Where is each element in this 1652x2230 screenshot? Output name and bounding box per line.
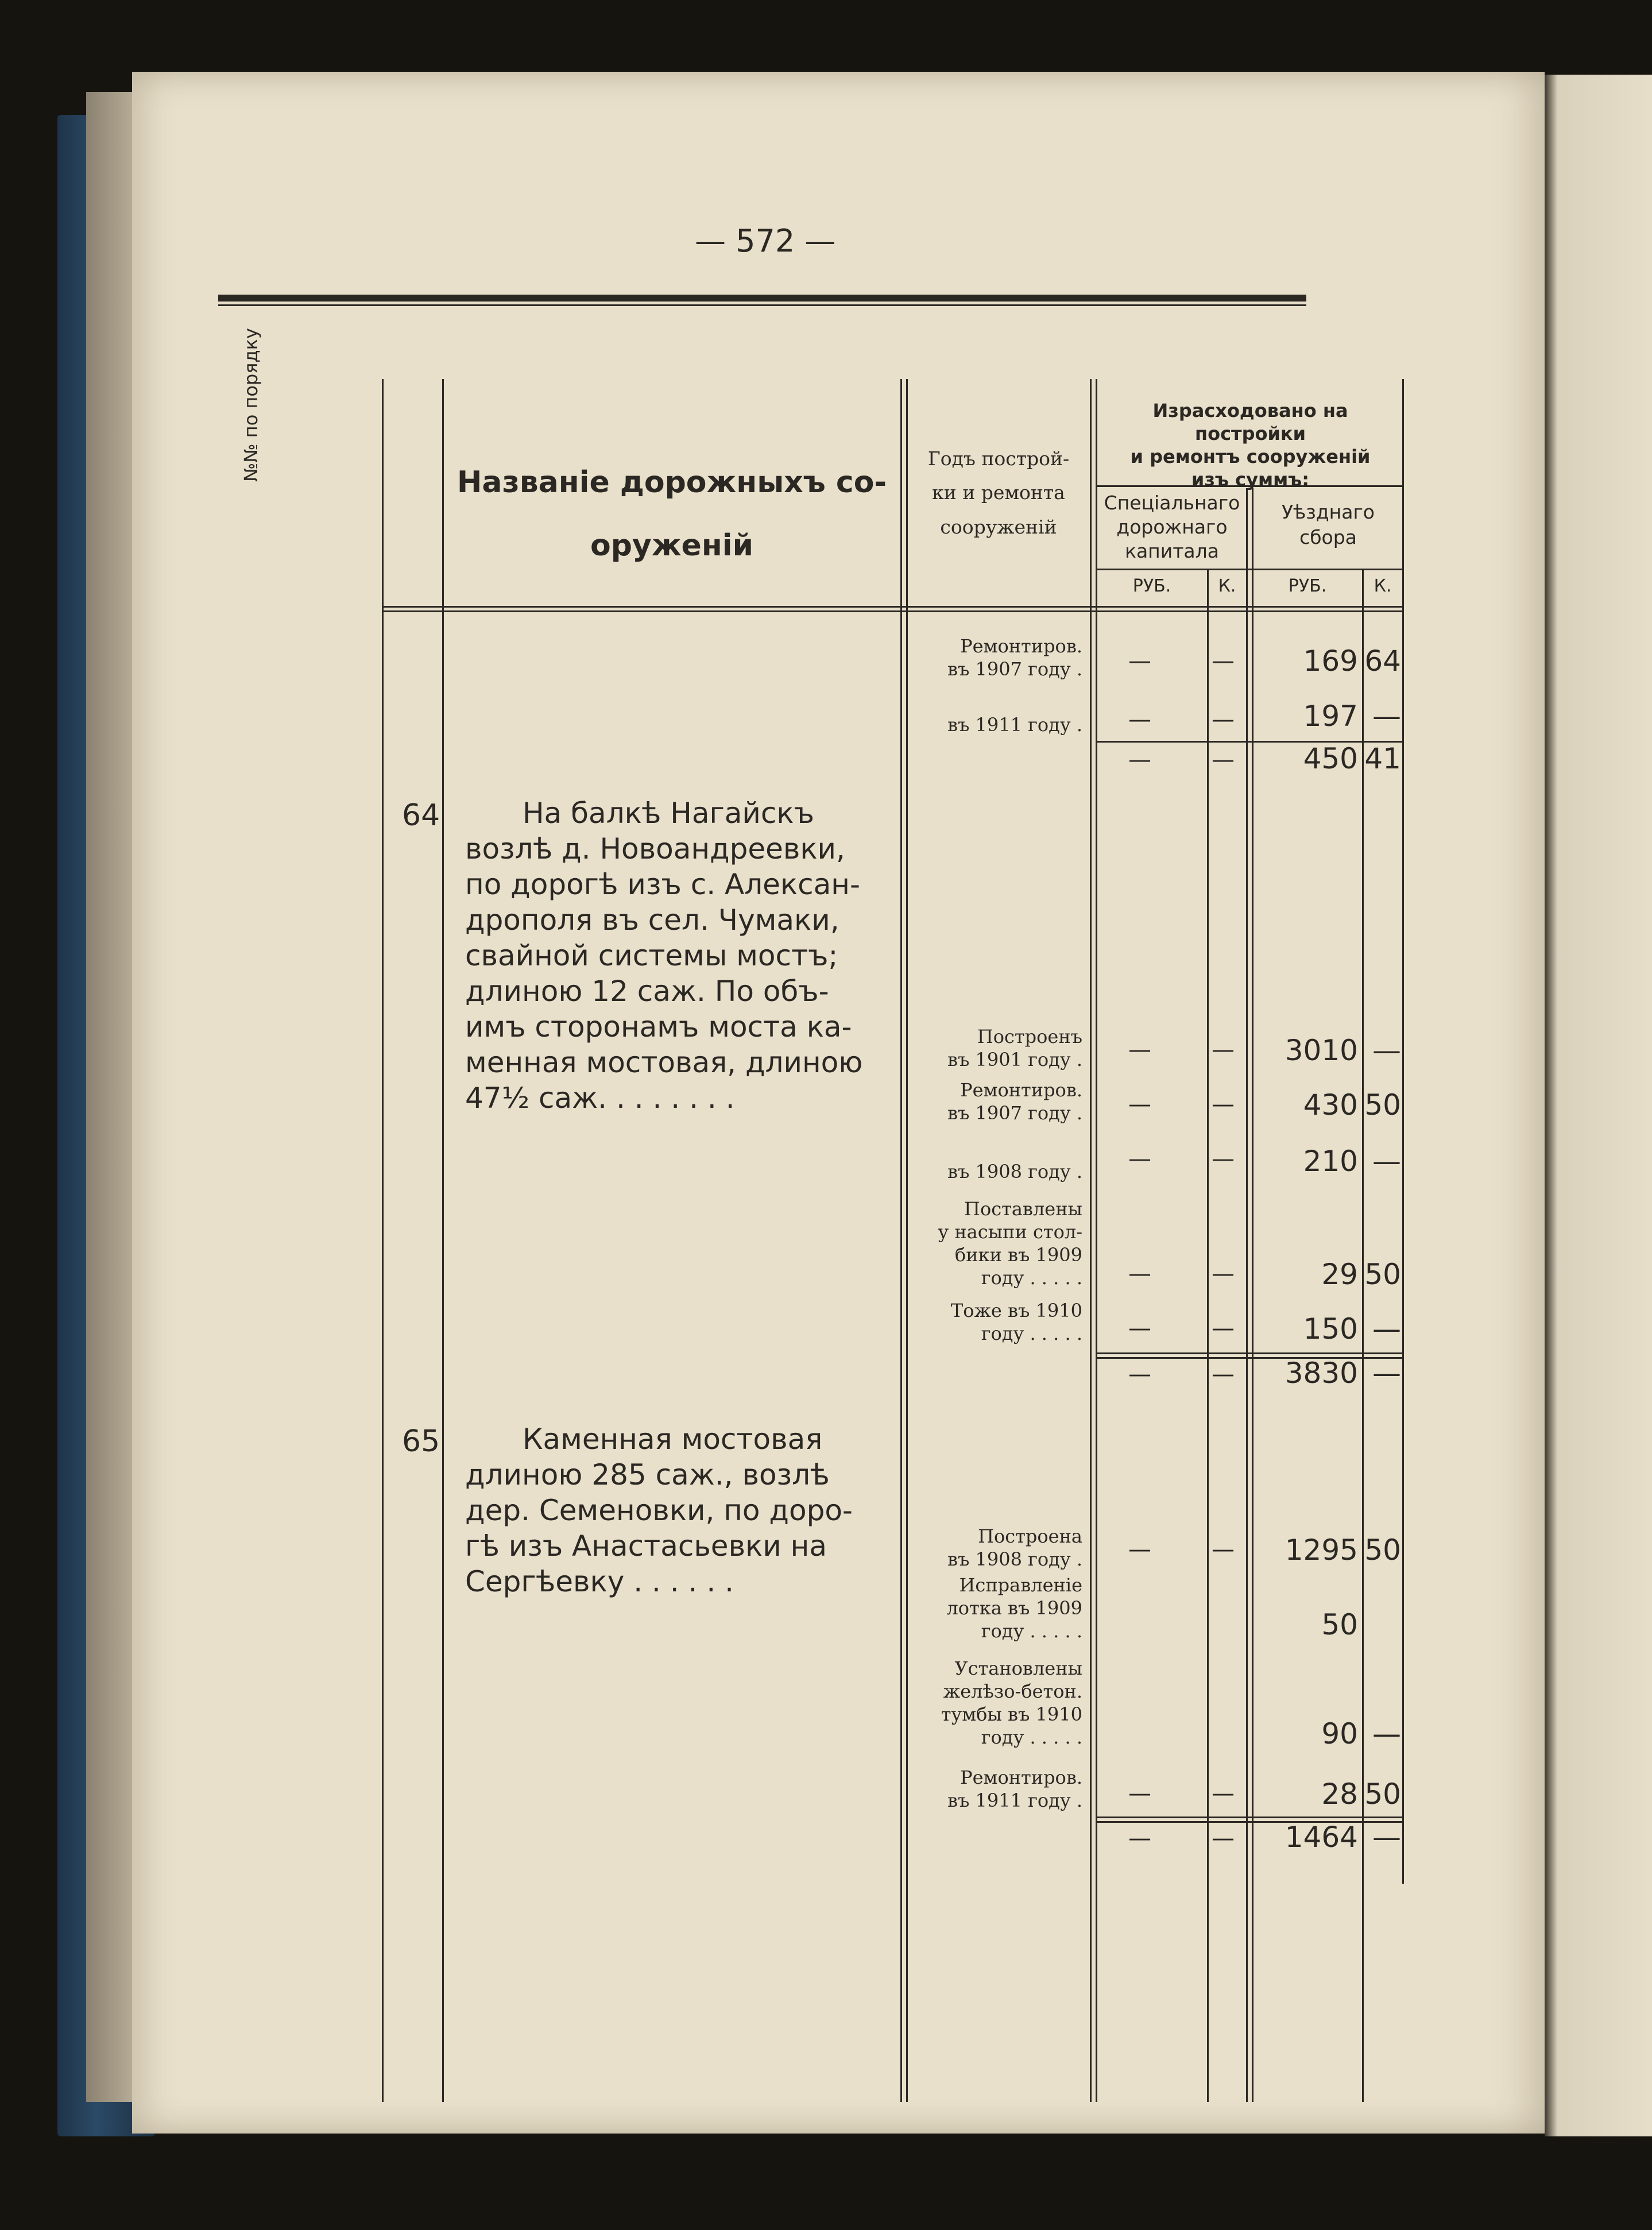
description-line: дер. Семеновки, по доро-: [465, 1494, 853, 1527]
description-line: 47½ саж. . . . . . . .: [465, 1081, 735, 1115]
year-cell: [893, 1299, 1082, 1345]
description-line: имъ сторонамъ моста ка-: [465, 1010, 852, 1043]
year-line: въ 1907 году .: [947, 1102, 1082, 1124]
header-spent-line: и ремонтъ сооруженій: [1130, 446, 1371, 467]
year-line: году . . . . .: [981, 1323, 1082, 1344]
description-line: свайной системы мостъ;: [465, 939, 838, 972]
special-kop: —: [1212, 648, 1235, 674]
header-name-line: оруженій: [590, 528, 754, 563]
special-kop: —: [1212, 706, 1235, 733]
special-rub: —: [1128, 706, 1151, 733]
description-line: На балкѣ Нагайскъ: [523, 797, 814, 830]
subtotal-line: [1096, 1817, 1404, 1818]
header-spent-column: [1097, 399, 1404, 491]
district-kop-total: —: [1372, 1356, 1401, 1390]
col-line-right: [1402, 379, 1404, 1884]
description-line: Сергѣевку . . . . . .: [465, 1565, 734, 1598]
district-rub-total: 3830: [1285, 1356, 1358, 1390]
district-rub: 169: [1303, 644, 1358, 678]
year-line: бики въ 1909: [954, 1244, 1082, 1266]
year-line: Тоже въ 1910: [950, 1300, 1082, 1321]
year-cell: [893, 1574, 1082, 1642]
adjacent-page: [1545, 75, 1652, 2136]
entry-number: 64: [402, 798, 440, 833]
header-number-column: [219, 313, 283, 497]
header-bottom-line: [382, 606, 1404, 608]
special-rub: —: [1128, 1315, 1151, 1342]
year-line: году . . . . .: [981, 1620, 1082, 1642]
special-kop: —: [1212, 1361, 1235, 1388]
district-kop: 50: [1364, 1088, 1401, 1122]
description-line: длиною 12 саж. По объ-: [465, 975, 829, 1008]
year-line: Построенъ: [977, 1026, 1082, 1048]
district-kop: —: [1372, 1312, 1401, 1346]
year-line: Ремонтиров.: [960, 1767, 1082, 1788]
table-top-rule-thin: [218, 304, 1306, 306]
year-cell: [893, 635, 1082, 681]
year-line: въ 1911 году .: [947, 1790, 1082, 1811]
year-cell: [893, 1160, 1082, 1183]
year-line: Поставлены: [964, 1198, 1082, 1220]
year-line: Ремонтиров.: [960, 1079, 1082, 1101]
header-rub-district: РУБ.: [1288, 576, 1327, 596]
header-spent-line: изъ суммъ:: [1191, 469, 1310, 490]
district-rub: 197: [1303, 699, 1358, 733]
header-special-line: дорожнаго: [1116, 516, 1228, 538]
header-name-line: Названіе дорожныхъ со-: [456, 465, 887, 500]
district-kop: 64: [1364, 644, 1401, 678]
district-kop: 50: [1364, 1533, 1401, 1567]
year-line: въ 1911 году .: [947, 714, 1082, 736]
description-line: гѣ изъ Анастасьевки на: [465, 1529, 827, 1563]
district-kop: —: [1372, 699, 1401, 733]
special-kop: —: [1212, 1315, 1235, 1342]
header-year-line: ки и ремонта: [932, 481, 1065, 504]
year-line: лотка въ 1909: [946, 1597, 1082, 1619]
year-cell: [893, 1079, 1082, 1124]
subtotal-line: [1096, 1352, 1404, 1354]
description-line: по дорогѣ изъ с. Алексан-: [465, 868, 860, 901]
page-number: — 572 —: [695, 223, 836, 259]
header-number-label: №№ по порядку: [240, 328, 262, 482]
year-line: году . . . . .: [981, 1726, 1082, 1748]
header-district-line: Уѣзднаго: [1282, 501, 1375, 523]
special-kop: —: [1212, 1780, 1235, 1807]
district-rub: 28: [1321, 1777, 1358, 1811]
special-rub: —: [1128, 1037, 1151, 1063]
special-kop: —: [1212, 1037, 1235, 1063]
district-rub-total: 450: [1303, 742, 1358, 775]
table-top-rule: [218, 295, 1306, 302]
year-line: Построена: [978, 1525, 1082, 1547]
year-line: Установлены: [954, 1657, 1082, 1679]
header-district-column: [1253, 500, 1403, 550]
year-cell: [893, 1525, 1082, 1571]
header-kop-special: К.: [1218, 576, 1236, 596]
special-rub: —: [1128, 1261, 1151, 1287]
header-kop-district: К.: [1374, 576, 1392, 596]
year-line: въ 1908 году .: [947, 1548, 1082, 1570]
header-year-line: сооруженій: [940, 516, 1057, 538]
year-cell: [893, 713, 1082, 736]
header-special-column: [1097, 491, 1247, 563]
header-name-column: [448, 434, 896, 563]
col-line: [1207, 569, 1209, 2102]
year-cell: [893, 1766, 1082, 1812]
district-kop: —: [1372, 1034, 1401, 1067]
description-line: Каменная мостовая: [523, 1423, 823, 1456]
description-line: менная мостовая, длиною: [465, 1046, 863, 1079]
entry-description: [465, 1421, 890, 1599]
district-rub: 50: [1321, 1608, 1358, 1641]
year-line: году . . . . .: [981, 1267, 1082, 1289]
header-spent-line: Израсходовано на постройки: [1152, 400, 1348, 445]
district-kop-total: 41: [1364, 742, 1401, 775]
district-rub: 29: [1321, 1258, 1358, 1291]
special-rub: —: [1128, 1361, 1151, 1388]
special-rub: —: [1128, 1146, 1151, 1172]
special-kop: —: [1212, 1146, 1235, 1172]
district-rub: 150: [1303, 1312, 1358, 1346]
header-special-line: Спеціальнаго: [1104, 492, 1240, 514]
year-line: въ 1907 году .: [947, 658, 1082, 680]
description-line: возлѣ д. Новоандреевки,: [465, 832, 845, 865]
special-rub: —: [1128, 1780, 1151, 1807]
header-year-line: Годъ построй-: [927, 447, 1070, 470]
header-line: [1096, 569, 1404, 570]
col-line: [1096, 379, 1097, 2102]
year-line: желѣзо-бетон.: [943, 1680, 1082, 1702]
year-line: въ 1901 году .: [947, 1049, 1082, 1070]
special-kop: —: [1212, 1536, 1235, 1563]
special-rub: —: [1128, 1825, 1151, 1852]
year-line: тумбы въ 1910: [941, 1703, 1082, 1725]
year-line: въ 1908 году .: [947, 1161, 1082, 1182]
special-kop: —: [1212, 1825, 1235, 1852]
header-year-column: [907, 434, 1090, 553]
district-rub: 1295: [1285, 1533, 1358, 1567]
district-rub: 90: [1321, 1717, 1358, 1750]
district-rub-total: 1464: [1285, 1821, 1358, 1854]
district-kop-total: —: [1372, 1821, 1401, 1854]
district-rub: 3010: [1285, 1034, 1358, 1067]
year-line: у насыпи стол-: [938, 1221, 1082, 1243]
entry-description: [465, 795, 890, 1116]
header-district-line: сбора: [1299, 526, 1357, 548]
description-line: дрополя въ сел. Чумаки,: [465, 903, 839, 937]
year-cell: [893, 1025, 1082, 1071]
special-rub: —: [1128, 648, 1151, 674]
district-rub: 210: [1303, 1145, 1358, 1178]
header-special-line: капитала: [1125, 540, 1219, 562]
district-kop: —: [1372, 1717, 1401, 1750]
year-line: Ремонтиров.: [960, 635, 1082, 657]
special-rub: —: [1128, 1091, 1151, 1118]
district-rub: 430: [1303, 1088, 1358, 1122]
col-line: [442, 379, 444, 2102]
description-line: длиною 285 саж., возлѣ: [465, 1458, 830, 1491]
special-rub: —: [1128, 747, 1151, 773]
year-cell: [893, 1657, 1082, 1749]
special-kop: —: [1212, 747, 1235, 773]
col-line: [1090, 379, 1092, 2102]
district-kop: —: [1372, 1145, 1401, 1178]
header-rub-special: РУБ.: [1132, 576, 1171, 596]
district-kop: 50: [1364, 1258, 1401, 1291]
year-line: Исправленіе: [959, 1574, 1082, 1596]
special-kop: —: [1212, 1261, 1235, 1287]
entry-number: 65: [402, 1424, 440, 1459]
year-cell: [893, 1197, 1082, 1289]
col-line-left: [382, 379, 384, 2102]
special-kop: —: [1212, 1091, 1235, 1118]
district-kop: 50: [1364, 1777, 1401, 1811]
special-rub: —: [1128, 1536, 1151, 1563]
header-bottom-line-2: [382, 610, 1404, 612]
